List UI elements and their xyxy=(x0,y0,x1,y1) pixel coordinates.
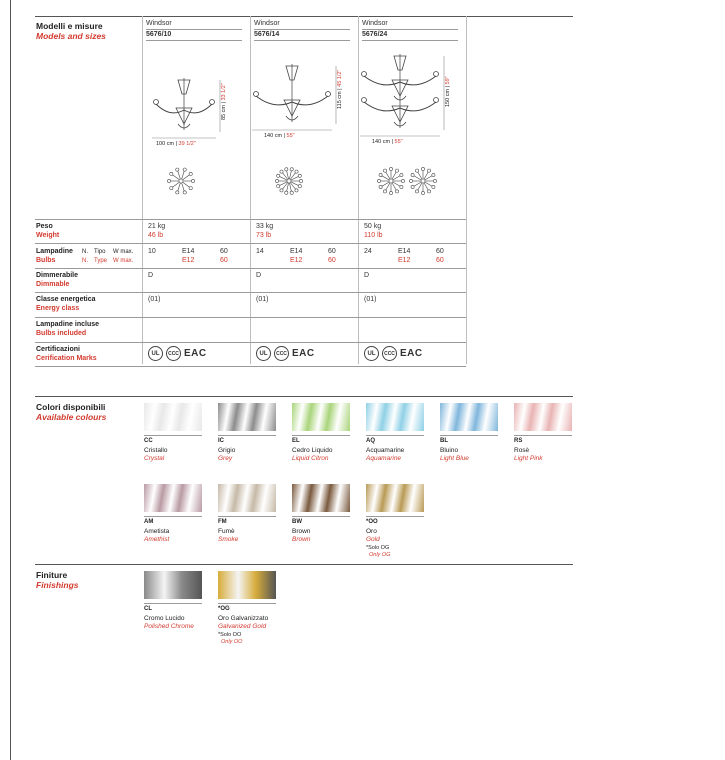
colour-name-en: Liquid Citron xyxy=(292,455,329,462)
bulbs-w-header: W max. xyxy=(113,249,134,255)
model-name-rule xyxy=(362,29,458,30)
left-margin-rule xyxy=(10,0,11,760)
ul-mark-icon: UL xyxy=(148,346,163,361)
top-rule xyxy=(35,16,573,17)
colour-name-en: Crystal xyxy=(144,455,165,462)
swatch-rule xyxy=(440,435,498,436)
colour-name: Brown xyxy=(292,528,311,535)
swatch-rule xyxy=(292,435,350,436)
row-rule-4 xyxy=(35,292,466,293)
colour-swatch xyxy=(366,484,424,512)
finish-name: Oro Galvanizzato xyxy=(218,615,269,622)
colour-name-en: Grey xyxy=(218,455,233,462)
row-rule-6 xyxy=(35,342,466,343)
bulbs-type-header: Tipo xyxy=(94,249,106,255)
weight-kg: 21 kg xyxy=(148,223,166,230)
bulbs-type-us: E12 xyxy=(182,257,195,264)
colour-swatch xyxy=(218,403,276,431)
colour-name-en: Brown xyxy=(292,536,311,543)
model-code: 5676/10 xyxy=(146,31,172,38)
width-cm: 140 cm xyxy=(372,139,391,145)
colour-name-en: Gold xyxy=(366,536,380,543)
dimmable-value: D xyxy=(256,272,262,279)
row-label-weight-en: Weight xyxy=(36,232,60,239)
bulbs-wmax-us: 60 xyxy=(328,257,336,264)
width-dimension-label: 140 cm | 55" xyxy=(372,139,403,145)
colour-code: AM xyxy=(144,519,154,525)
col-separator-3 xyxy=(358,16,359,364)
colour-code: CC xyxy=(144,438,153,444)
height-dimension-label: 115 cm | 45 1/2" xyxy=(337,69,343,109)
weight-lb: 110 lb xyxy=(364,232,383,239)
colour-code: *OO xyxy=(366,519,378,525)
colour-code: AQ xyxy=(366,438,375,444)
swatch-rule xyxy=(218,603,276,604)
bulbs-wmax-us: 60 xyxy=(436,257,444,264)
models-header-en: Models and sizes xyxy=(36,31,106,41)
row-label-bulbs-en: Bulbs xyxy=(36,257,56,264)
height-cm: 115 cm xyxy=(337,91,343,109)
bulbs-type-eu: E14 xyxy=(182,248,195,255)
row-label-dimmable-en: Dimmable xyxy=(36,281,70,288)
bulbs-type-eu: E14 xyxy=(290,248,303,255)
eac-mark-icon: EAC xyxy=(184,348,207,359)
colour-name: Acquamarine xyxy=(366,447,405,454)
cert-marks xyxy=(256,346,315,361)
height-dimension-label: 85 cm | 33 1/2" xyxy=(221,83,227,120)
finish-code: *OG xyxy=(218,606,230,612)
swatch-rule xyxy=(366,435,424,436)
eac-mark-icon: EAC xyxy=(292,348,315,359)
colour-name-en: Aquamarine xyxy=(366,455,402,462)
swatch-rule xyxy=(292,516,350,517)
model-name: Windsor xyxy=(146,20,172,27)
row-rule-2 xyxy=(35,243,466,244)
model-name: Windsor xyxy=(362,20,388,27)
energy-class-value: (01) xyxy=(364,296,377,303)
ccc-mark-icon: CCC xyxy=(166,346,181,361)
model-code-rule xyxy=(254,40,350,41)
swatch-rule xyxy=(144,603,202,604)
bulbs-count: 10 xyxy=(148,248,156,255)
row-rule-5 xyxy=(35,317,466,318)
finish-name-en: Polished Chrome xyxy=(144,623,194,630)
colour-code: BW xyxy=(292,519,302,525)
colour-swatch xyxy=(144,403,202,431)
row-label-bulbs: Lampadine xyxy=(36,248,73,255)
width-in: 39 1/2" xyxy=(178,141,196,147)
bulbs-n-header: N. xyxy=(82,249,88,255)
colour-name: Ametista xyxy=(144,528,170,535)
finish-note-en: Only OO xyxy=(221,639,243,645)
swatch-rule xyxy=(366,516,424,517)
colour-name: Grigio xyxy=(218,447,236,454)
row-label-cert-en: Cerification Marks xyxy=(36,355,97,362)
energy-class-value: (01) xyxy=(148,296,161,303)
weight-kg: 33 kg xyxy=(256,223,274,230)
cert-marks xyxy=(148,346,207,361)
colour-name: Fumè xyxy=(218,528,235,535)
colour-name: Rosè xyxy=(514,447,530,454)
colours-rule xyxy=(35,396,573,397)
row-label-cert: Certificazioni xyxy=(36,346,80,353)
colour-code: EL xyxy=(292,438,300,444)
finish-swatch xyxy=(218,571,276,599)
finish-code: CL xyxy=(144,606,152,612)
height-in: 33 1/2" xyxy=(221,83,227,101)
row-label-weight: Peso xyxy=(36,223,53,230)
plan-view-icon xyxy=(376,166,406,196)
colour-note: *Solo OG xyxy=(366,545,390,551)
cert-marks xyxy=(364,346,423,361)
colour-code: BL xyxy=(440,438,448,444)
colour-code: FM xyxy=(218,519,227,525)
model-name-rule xyxy=(146,29,242,30)
col-separator-2 xyxy=(250,16,251,364)
bulbs-type-eu: E14 xyxy=(398,248,411,255)
height-in: 45 1/2" xyxy=(337,69,343,87)
finishings-header-en: Finishings xyxy=(36,580,79,590)
ul-mark-icon: UL xyxy=(364,346,379,361)
model-name-rule xyxy=(254,29,350,30)
finishings-header: Finiture xyxy=(36,570,68,580)
row-rule-3 xyxy=(35,268,466,269)
row-rule-1 xyxy=(35,219,466,220)
height-cm: 150 cm xyxy=(445,88,451,107)
weight-lb: 73 lb xyxy=(256,232,272,239)
bulbs-count: 14 xyxy=(256,248,264,255)
row-label-energy: Classe energetica xyxy=(36,296,96,303)
ccc-mark-icon: CCC xyxy=(382,346,397,361)
weight-lb: 46 lb xyxy=(148,232,164,239)
bulbs-type-header-en: Type xyxy=(94,258,108,264)
colour-swatch xyxy=(440,403,498,431)
height-cm: 85 cm xyxy=(221,105,227,120)
colour-name: Oro xyxy=(366,528,377,535)
row-label-included-en: Bulbs included xyxy=(36,330,87,337)
bulbs-wmax-eu: 60 xyxy=(328,248,336,255)
colour-name-en: Light Blue xyxy=(440,455,469,462)
swatch-rule xyxy=(144,516,202,517)
colour-code: RS xyxy=(514,438,523,444)
width-dimension-label: 140 cm | 55" xyxy=(264,133,295,139)
colour-name-en: Smoke xyxy=(218,536,239,543)
swatch-rule xyxy=(218,516,276,517)
colour-name-en: Amethist xyxy=(144,536,170,543)
width-cm: 100 cm xyxy=(156,141,175,147)
dimmable-value: D xyxy=(148,272,154,279)
model-code-rule xyxy=(362,40,458,41)
finish-name: Cromo Lucido xyxy=(144,615,185,622)
row-rule-7 xyxy=(35,366,466,367)
swatch-rule xyxy=(144,435,202,436)
ul-mark-icon: UL xyxy=(256,346,271,361)
colours-header-en: Available colours xyxy=(36,412,107,422)
model-code: 5676/14 xyxy=(254,31,280,38)
row-label-energy-en: Energy class xyxy=(36,305,80,312)
finish-swatch xyxy=(144,571,202,599)
height-in: 59" xyxy=(445,76,451,85)
width-in: 55" xyxy=(394,139,403,145)
ccc-mark-icon: CCC xyxy=(274,346,289,361)
plan-view-icon xyxy=(408,166,438,196)
colours-header: Colori disponibili xyxy=(36,402,106,412)
plan-view-icon xyxy=(166,166,196,196)
width-dimension-label: 100 cm | 39 1/2" xyxy=(156,141,196,147)
col-separator-1 xyxy=(142,16,143,364)
colour-name: Bluino xyxy=(440,447,459,454)
row-label-dimmable: Dimmerabile xyxy=(36,272,79,279)
bulbs-wmax-us: 60 xyxy=(220,257,228,264)
colour-swatch xyxy=(292,484,350,512)
energy-class-value: (01) xyxy=(256,296,269,303)
swatch-rule xyxy=(218,435,276,436)
eac-mark-icon: EAC xyxy=(400,348,423,359)
width-cm: 140 cm xyxy=(264,133,283,139)
finish-note: *Solo OO xyxy=(218,632,242,638)
swatch-rule xyxy=(514,435,572,436)
colour-swatch xyxy=(218,484,276,512)
models-header: Modelli e misure xyxy=(36,21,103,31)
height-dimension-label: 150 cm | 59" xyxy=(445,76,451,107)
colour-name: Cedro Liquido xyxy=(292,447,333,454)
model-name: Windsor xyxy=(254,20,280,27)
width-in: 55" xyxy=(286,133,295,139)
colour-note-en: Only OG xyxy=(369,552,391,558)
colour-swatch xyxy=(366,403,424,431)
bulbs-type-us: E12 xyxy=(398,257,411,264)
plan-view-icon xyxy=(274,166,304,196)
finishings-rule xyxy=(35,564,573,565)
model-code-rule xyxy=(146,40,242,41)
bulbs-count: 24 xyxy=(364,248,372,255)
weight-kg: 50 kg xyxy=(364,223,382,230)
model-code: 5676/24 xyxy=(362,31,388,38)
colour-name: Cristallo xyxy=(144,447,168,454)
finish-name-en: Galvanized Gold xyxy=(218,623,267,630)
bulbs-n-header-en: N. xyxy=(82,258,88,264)
colour-swatch xyxy=(514,403,572,431)
bulbs-w-header-en: W max. xyxy=(113,258,134,264)
colour-name-en: Light Pink xyxy=(514,455,543,462)
dimmable-value: D xyxy=(364,272,370,279)
bulbs-wmax-eu: 60 xyxy=(220,248,228,255)
colour-code: IC xyxy=(218,438,224,444)
row-label-included: Lampadine incluse xyxy=(36,321,100,328)
colour-swatch xyxy=(144,484,202,512)
col-separator-4 xyxy=(466,16,467,364)
bulbs-wmax-eu: 60 xyxy=(436,248,444,255)
colour-swatch xyxy=(292,403,350,431)
bulbs-type-us: E12 xyxy=(290,257,303,264)
